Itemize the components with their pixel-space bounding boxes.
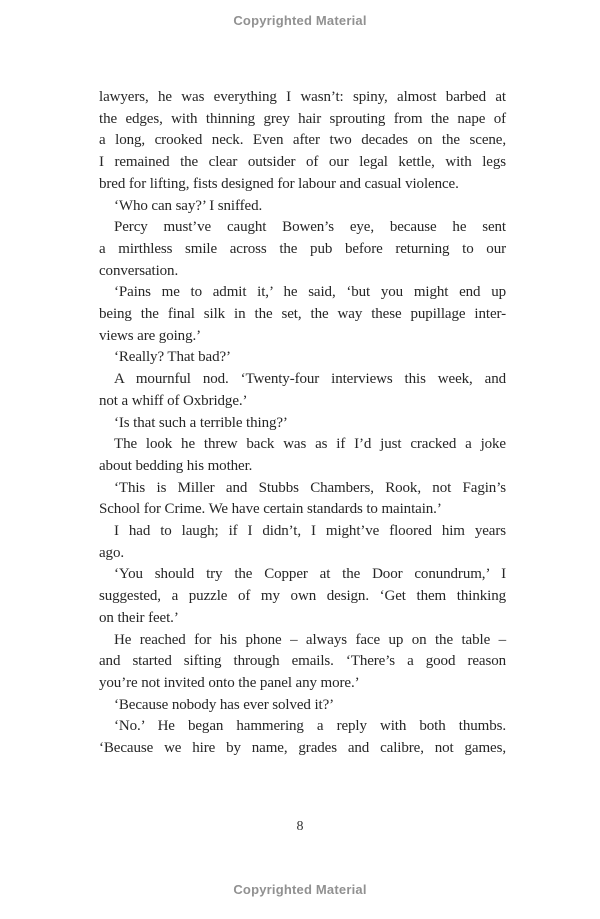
text-line: ‘Who can say?’ I sniffed.: [114, 197, 263, 214]
book-page-text: [99, 87, 506, 760]
text-line: on their feet.’: [99, 609, 179, 626]
copyright-footer: Copyrighted Material: [233, 882, 367, 897]
text-line: ‘Really? That bad?’: [114, 349, 231, 366]
text-line: lawyers, he was everything I wasn’t: spiny, almost barbed at: [99, 89, 506, 105]
text-line: ago.: [99, 544, 125, 561]
text-line: you’re not invited onto the panel any more.’: [99, 674, 360, 691]
text-line: ‘Because we hire by name, grades and calibre, not games,: [99, 740, 506, 757]
text-line: I had to laugh; if I didn’t, I might’ve floored him years: [114, 523, 506, 540]
text-line: A mournful nod. ‘Twenty-four interviews this week, and: [114, 371, 506, 388]
text-line: about bedding his mother.: [99, 457, 253, 474]
text-line: bred for lifting, fists designed for labour and casual violence.: [99, 175, 459, 192]
text-line: He reached for his phone – always face up on the table –: [114, 631, 506, 648]
text-line: I remained the clear outsider of our legal kettle, with legs: [99, 154, 506, 171]
text-line: ‘Pains me to admit it,’ he said, ‘but you might end up: [114, 284, 506, 301]
text-line: a long, crooked neck. Even after two decades on the scene,: [99, 132, 506, 149]
text-line: ‘This is Miller and Stubbs Chambers, Rook, not Fagin’s: [114, 479, 506, 496]
text-line: conversation.: [99, 262, 179, 279]
text-line: ‘You should try the Copper at the Door conundrum,’ I: [114, 566, 506, 583]
copyright-header: Copyrighted Material: [233, 13, 367, 28]
text-line: ‘No.’ He began hammering a reply with both thumbs.: [114, 718, 506, 735]
text-line: being the final silk in the set, the way these pupillage inter-: [99, 306, 506, 323]
text-line: ‘Because nobody has ever solved it?’: [114, 696, 335, 713]
text-line: not a whiff of Oxbridge.’: [99, 392, 248, 409]
text-line: Percy must’ve caught Bowen’s eye, because he sent: [114, 219, 506, 236]
text-line: The look he threw back was as if I’d just cracked a joke: [114, 436, 506, 453]
page-number: 8: [296, 819, 304, 834]
text-line: suggested, a puzzle of my own design. ‘Get them thinking: [99, 588, 506, 605]
text-line: School for Crime. We have certain standards to maintain.’: [99, 501, 442, 518]
text-line: views are going.’: [99, 327, 202, 344]
text-line: a mirthless smile across the pub before returning to our: [99, 240, 506, 257]
text-line: ‘Is that such a terrible thing?’: [114, 414, 288, 431]
text-line: and started sifting through emails. ‘There’s a good reason: [99, 653, 506, 670]
text-line: the edges, with thinning grey hair sprouting from the nape of: [99, 110, 506, 127]
